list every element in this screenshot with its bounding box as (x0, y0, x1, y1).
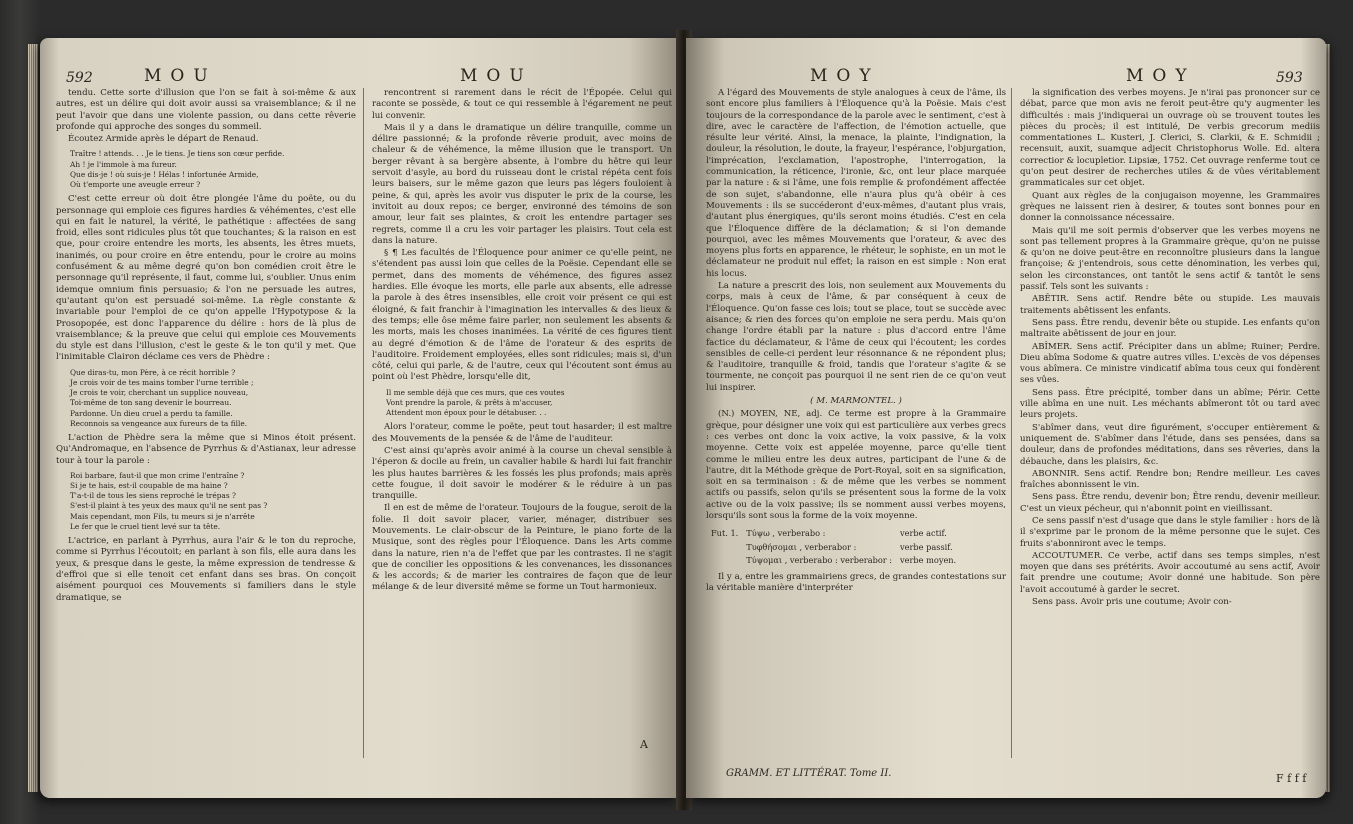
paragraph: Sens pass. Être précipité, tomber dans un abîme; Périr. Cette ville abîma en une nuit. Les méchants abîmeront tôt ou tard avec leurs projets. (1020, 387, 1320, 421)
paragraph: rencontrent si rarement dans le récit de l'Épopée. Celui qui raconte se possède, & tout ce qui ressemble à l'égarement ne peut lui convenir. (372, 88, 672, 121)
paragraph: A l'égard des Mouvements de style analogues à ceux de l'âme, ils sont encore plus familiers à l'Éloquence qu'à la Poësie. Mais c'est toujours de la correspondance de la parole avec le sentiment, c'est à dire, avec le caractère de l'affection, de l'émotion actuelle, que résulte leur vérité. Ainsi, la menace, la plainte, l'indignation, la douleur, la résolution, le doute, la frayeur, l'espérance, l'objurgation, l'imprécation, l'exclamation, l'apostrophe, l'interrogation, la communication, la réticence, l'ironie, &c, ont leur place marquée par la nature : & si l'âme, une fois remplie & profondément affectée de son sujet, s'abandonne, elle n'aura plus qu'à obéir à ces Mouvements : ils se succéderont d'eux-mêmes, d'autant plus vrais, d'autant plus énergiques, qu'ils seront moins étudiés. C'est en cela que l'Éloquence diffère de la déclamation; & si l'on demande pourquoi, avec les mêmes Mouvements que l'orateur, & avec des moyens plus forts en apparence, le rhéteur, le sophiste, en un mot le déclamateur ne produit nul effet; la raison en est simple : Non erat his locus. (706, 88, 1006, 279)
verse-quote (70, 471, 356, 532)
paragraph: Sens pass. Être rendu, devenir bon; Être rendu, devenir meilleur. C'est un vieux pécheur, qui n'abonnit point en vieillissant. (1020, 492, 1320, 514)
paragraph: S'abîmer dans, veut dire figurément, s'occuper entièrement & uniquement de. S'abîmer dans l'étude, dans ses pensées, dans sa douleur, dans de profondes méditations, dans ses rêveries, dans la débauche, dans les plaisirs, &c. (1020, 422, 1320, 467)
right-running-head-2: MOY (1126, 66, 1196, 86)
paragraph: (N.) MOYEN, NE, adj. Ce terme est propre à la Grammaire grèque, pour désigner une voix qui est particulière aux verbes grecs : ces verbes ont donc la voix active, la voix passive, & la voix moyenne. Cette voix est appelée moyenne, parce qu'elle tient comme le milieu entre les deux autres, participant de l'une & de l'autre, dit la Méthode grèque de Port-Royal, soit en sa signification, soit en sa terminaison : & de même que les verbes se nomment actifs ou passifs, selon qu'ils se présentent sous la forme de la voix active ou de la voix passive; ils se nomment aussi verbes moyens, lorsqu'ils sont sous la forme de la voix moyenne. (706, 409, 1006, 521)
paragraph: Mais il y a dans le dramatique un délire tranquille, comme un délire passionné; & la profonde rêverie produit, avec moins de chaleur & de véhémence, la même illusion que le transport. Un berger rêvant à sa bergère absente, à l'ombre du hêtre qui leur servoit d'asyle, au bord du ruisseau dont le cristal répéta cent fois leurs baisers, sur le même gazon que leurs pas légers fouloient à peine, & qui, après les avoir vus disputer le prix de la course, les invitoit au doux repos; ce berger, environné des témoins de son amour, leur fait ses plaintes, & croit les entendre partager ses regrets, comme il a cru les voir partager les plaisirs. Tout cela est dans la nature. (372, 122, 672, 246)
verse-quote (386, 388, 672, 419)
verse-line: Traître ! attends. . . Je le tiens. Je tiens son cœur perfide. (70, 149, 285, 159)
right-column-1 (706, 88, 1006, 596)
verse-line: Vont prendre la parole, & prêts à m'accuser, (386, 397, 553, 407)
paragraph: Écoutez Armide après le départ de Renaud. (68, 134, 259, 145)
conj-sense: verbe moyen. (900, 554, 957, 565)
paragraph: Sens pass. Avoir pris une coutume; Avoir con- (1032, 597, 1232, 608)
paragraph: ACCOUTUMER. Ce verbe, actif dans ses temps simples, n'est moyen que dans ses prétérits. Avoir accoutumé au sens actif, Avoir fait prendre une coutume; Avoir donné une habitude. Son père l'avoit accoutumé à garder le secret. (1020, 550, 1320, 595)
verse-quote (70, 149, 356, 190)
verse-line: Où t'emporte une aveugle erreur ? (70, 180, 201, 190)
paragraph: ABÎMER. Sens actif. Précipiter dans un abîme; Ruiner; Perdre. Dieu abîma Sodome & quatre autres villes. L'excès de vos dépenses vous abîmera. Ce ministre vindicatif abîma tous ceux qui fondèrent ses vûes. (1020, 341, 1320, 386)
paragraph: la signification des verbes moyens. Je n'irai pas prononcer sur ce débat, parce que mon avis ne feroit peut-être qu'y augmenter les difficultés : mais j'indiquerai un ouvrage où se trouvent toutes les pièces du procès; il est intitulé, De verbis grecorum mediis commentationes L. Kusteri, J. Clerici, S. Clarkii, & E. Schmidii ; recensuit, auxit, suamque adjecit Christophorus Wolle. Ed. altera correctior & locupletior. Lipsiæ, 1752. Cet ouvrage renferme tout ce qu'on peut desirer de recherches utiles & de vûes véritablement grammaticales sur cet objet. (1020, 88, 1320, 189)
right-page-number: 593 (1276, 70, 1303, 86)
verse-line: Reconnois sa vengeance aux fureurs de ta fille. (70, 418, 248, 428)
right-running-head-1: MOY (810, 66, 880, 86)
verse-line: Le fer que le cruel tient levé sur ta tête. (70, 521, 221, 531)
paragraph: Il y a, entre les grammairiens grecs, de grandes contestations sur la véritable manière d'interpréter (706, 572, 1006, 594)
verse-quote (70, 368, 356, 429)
column-rule (363, 88, 364, 758)
paragraph: Quant aux règles de la conjugaison moyenne, les Grammaires grèques ne laissent rien à desirer, & toutes sont bonnes pour en donner la connoissance nécessaire. (1020, 190, 1320, 224)
left-page (40, 38, 680, 798)
right-page (686, 38, 1326, 798)
paragraph: § ¶ Les facultés de l'Éloquence pour animer ce qu'elle peint, ne s'étendent pas aussi loin que celles de la Poësie. Cependant elle se permet, dans des moments de véhémence, des figures assez hardies. Elle évoque les morts, elle parle aux absents, elle adresse la parole à des êtres insensibles, elle croit voir présent ce qui est éloigné, & fait franchir à l'imagination les intervalles & des lieux & des temps; elle ôse même faire parler, non seulement les absents & les morts, mais les choses inanimées. La vérité de ces figures tient au degré d'émotion & de l'âme de l'orateur & des esprits de l'auditoire. Froidement employées, elles sont ridicules; mais si, d'un côté, celui qui parle, & de l'autre, ceux qui l'écoutent sont émus au point où l'est Phèdre, lorsqu'elle dit, (372, 248, 672, 383)
verse-line: Si je te hais, est-il coupable de ma haine ? (70, 481, 228, 491)
page-edges-left (28, 44, 38, 792)
paragraph: L'actrice, en parlant à Pyrrhus, aura l'air & le ton du reproche, comme si Pyrrhus l'écoutoit; en parlant à son fils, elle aura dans les yeux, & presque dans le geste, la même expression de tendresse & d'effroi que si elle tenoit cet enfant dans ses bras. On conçoit aisément pourquoi ces Mouvements si familiers dans le style dramatique, se (56, 536, 356, 603)
left-column-1 (56, 88, 356, 605)
paragraph: La nature a prescrit des lois, non seulement aux Mouvements du corps, mais à ceux de l'âme, & par conséquent à ceux de l'Éloquence. Qu'on fasse ces lois; tout se place, tout se succède avec aisance; & rien des forces qu'on emploie ne sera perdu. Mais qu'on change l'ordre établi par la nature : plus d'accord entre l'âme factice du déclamateur, & l'âme de ceux qui l'écoutent; les cordes sensibles de celle-ci perdent leur résonnance & ne répondent plus; & l'auditoire, tranquille & froid, tandis que l'orateur s'agite & se tourmente, ne conçoit pas pourquoi il ne sent rien de ce qu'on veut lui inspirer. (706, 281, 1006, 393)
conj-label: Fut. 1. (711, 528, 739, 539)
verse-line: Mais cependant, mon Fils, tu meurs si je n'arrête (70, 511, 255, 521)
verse-line: Attendent mon époux pour le détabuser. . . (386, 408, 547, 418)
left-running-head-2: MOU (460, 66, 533, 86)
conj-sense: verbe passif. (900, 541, 953, 552)
verse-line: T'a-t-il de tous les siens reproché le trépas ? (70, 491, 236, 501)
verse-line: Je crois te voir, cherchant un supplice nouveau, (70, 388, 249, 398)
left-running-head-1: MOU (144, 66, 217, 86)
verse-line: S'est-il plaint à tes yeux des maux qu'il ne sent pas ? (70, 501, 268, 511)
conj-sense: verbe actif. (900, 528, 947, 539)
paragraph: Sens pass. Être rendu, devenir bête ou stupide. Les enfants qu'on maltraite abêtissent de jour en jour. (1020, 317, 1320, 340)
verse-line: Que diras-tu, mon Père, à ce récit horrible ? (70, 367, 236, 377)
conj-form: Τύψω , verberabo : (746, 528, 826, 539)
left-column-2 (372, 88, 672, 595)
column-rule (1011, 88, 1012, 758)
paragraph: ABONNIR. Sens actif. Rendre bon; Rendre meilleur. Les caves fraîches abonnissent le vin. (1020, 468, 1320, 491)
conj-form: Τυφθήσομαι , verberabor : (746, 541, 857, 552)
paragraph: ABÊTIR. Sens actif. Rendre bête ou stupide. Les mauvais traitements abêtissent les enfants. (1020, 294, 1320, 316)
paragraph: C'est cette erreur où doit être plongée l'âme du poëte, ou du personnage qui emploie ces figures hardies & véhémentes, c'est elle qui en fait le naturel, la vérité, le pathétique : affectées de sang froid, elles sont ridicules plus tôt que touchantes; & la raison en est que, pour croire entendre les morts, les absents, les êtres muets, inanimés, ou pour croire en être entendu, pour le croire au moins confusément & au même degré qu'on bon comédien croit être le personnage qu'il représente, il faut, comme lui, s'oublier. Unus enim idemque omnium finis persuasio; & l'on ne persuade les autres, qu'autant qu'on est persuadé soi-même. La règle constante & invariable pour l'emploi de ce qu'on appelle l'Hypotypose & la Prosopopée, est donc l'apparence du délire : hors de là plus de vraisemblance; & la preuve que celui qui emploie ces Mouvements du style est dans l'illusion, c'est le geste & le ton qu'il y met. Que l'inimitable Clairon déclame ces vers de Phèdre : (56, 194, 356, 363)
verse-line: Roi barbare, faut-il que mon crime l'entraîne ? (70, 470, 245, 480)
right-column-2 (1020, 88, 1320, 609)
volume-footer: GRAMM. ET LITTÉRAT. Tome II. (726, 768, 892, 779)
left-page-number: 592 (66, 70, 93, 86)
verse-line: Que dis-je ! où suis-je ! Hélas ! infortunée Armide, (70, 169, 259, 179)
paragraph: tendu. Cette sorte d'illusion que l'on se fait à soi-même & aux autres, est un délire qui doit avoir aussi sa vraisemblance; & il ne peut l'avoir que dans une violente passion, ou dans cette rêverie profonde qui approche des songes du sommeil. (56, 88, 356, 132)
verse-line: Ah ! je l'immole à ma fureur. (70, 159, 177, 169)
paragraph: Il en est de même de l'orateur. Toujours de la fougue, seroit de la folie. Il doit savoir placer, varier, ménager, distribuer ses Mouvements. Le clair-obscur de la Peinture, le piano forte de la Musique, sont des règles pour l'Éloquence. Dans les Arts comme dans la nature, rien n'a de l'effet que par les contrastes. Il ne s'agit que de concilier les oppositions & les convenances, les dissonances & les accords; & de marier les contraires de façon que de leur mélange & de leur diversité même se forme un Tout harmonieux. (372, 503, 672, 593)
paragraph: L'action de Phèdre sera la même que si Minos étoit présent. Qu'Andromaque, en l'absence de Pyrrhus & d'Astianax, leur adresse tour à tour la parole : (56, 432, 356, 466)
verse-line: Pardonne. Un dieu cruel a perdu ta famille. (70, 408, 233, 418)
verse-line: Je crois voir de tes mains tomber l'urne terrible ; (70, 377, 254, 387)
paragraph: Alors l'orateur, comme le poëte, peut tout hasarder; il est maître des Mouvements de la pensée & de l'âme de l'auditeur. (372, 422, 672, 444)
verse-line: Il me semble déjà que ces murs, que ces voutes (386, 387, 565, 397)
signature-mark: A (640, 738, 648, 751)
conj-form: Τύψομαι , verberabo : verberabor : (746, 554, 893, 565)
paragraph: Ce sens passif n'est d'usage que dans le style familier : hors de là il s'exprime par le pronom de la même personne que le sujet. Ces fruits s'abonniront avec le temps. (1020, 515, 1320, 549)
conjugation-table (706, 526, 961, 568)
verse-line: Toi-même de ton sang devenir le bourreau. (70, 398, 232, 408)
paragraph: C'est ainsi qu'après avoir animé à la course un cheval sensible à l'éperon & docile au frein, un cavalier habile & hardi lui fait franchir les plus hautes barrières & les fossés les plus profonds; mais après cette fougue, il doit savoir le modérer & le réduire à un pas tranquille. (372, 445, 672, 502)
signature-mark: F f f f (1276, 772, 1307, 785)
paragraph: Mais qu'il me soit permis d'observer que les verbes moyens ne sont pas tellement propres à la Grammaire grèque, qu'on ne puisse & qu'on ne doive peut-être en reconnoître plusieurs dans la langue françoise; & j'entendrois, sous cette dénomination, les verbes qui, selon les circonstances, ont tantôt le sens actif & tantôt le sens passif. Tels sont les suivants : (1020, 225, 1320, 293)
author-signature: ( M. MARMONTEL. ) (810, 396, 902, 407)
